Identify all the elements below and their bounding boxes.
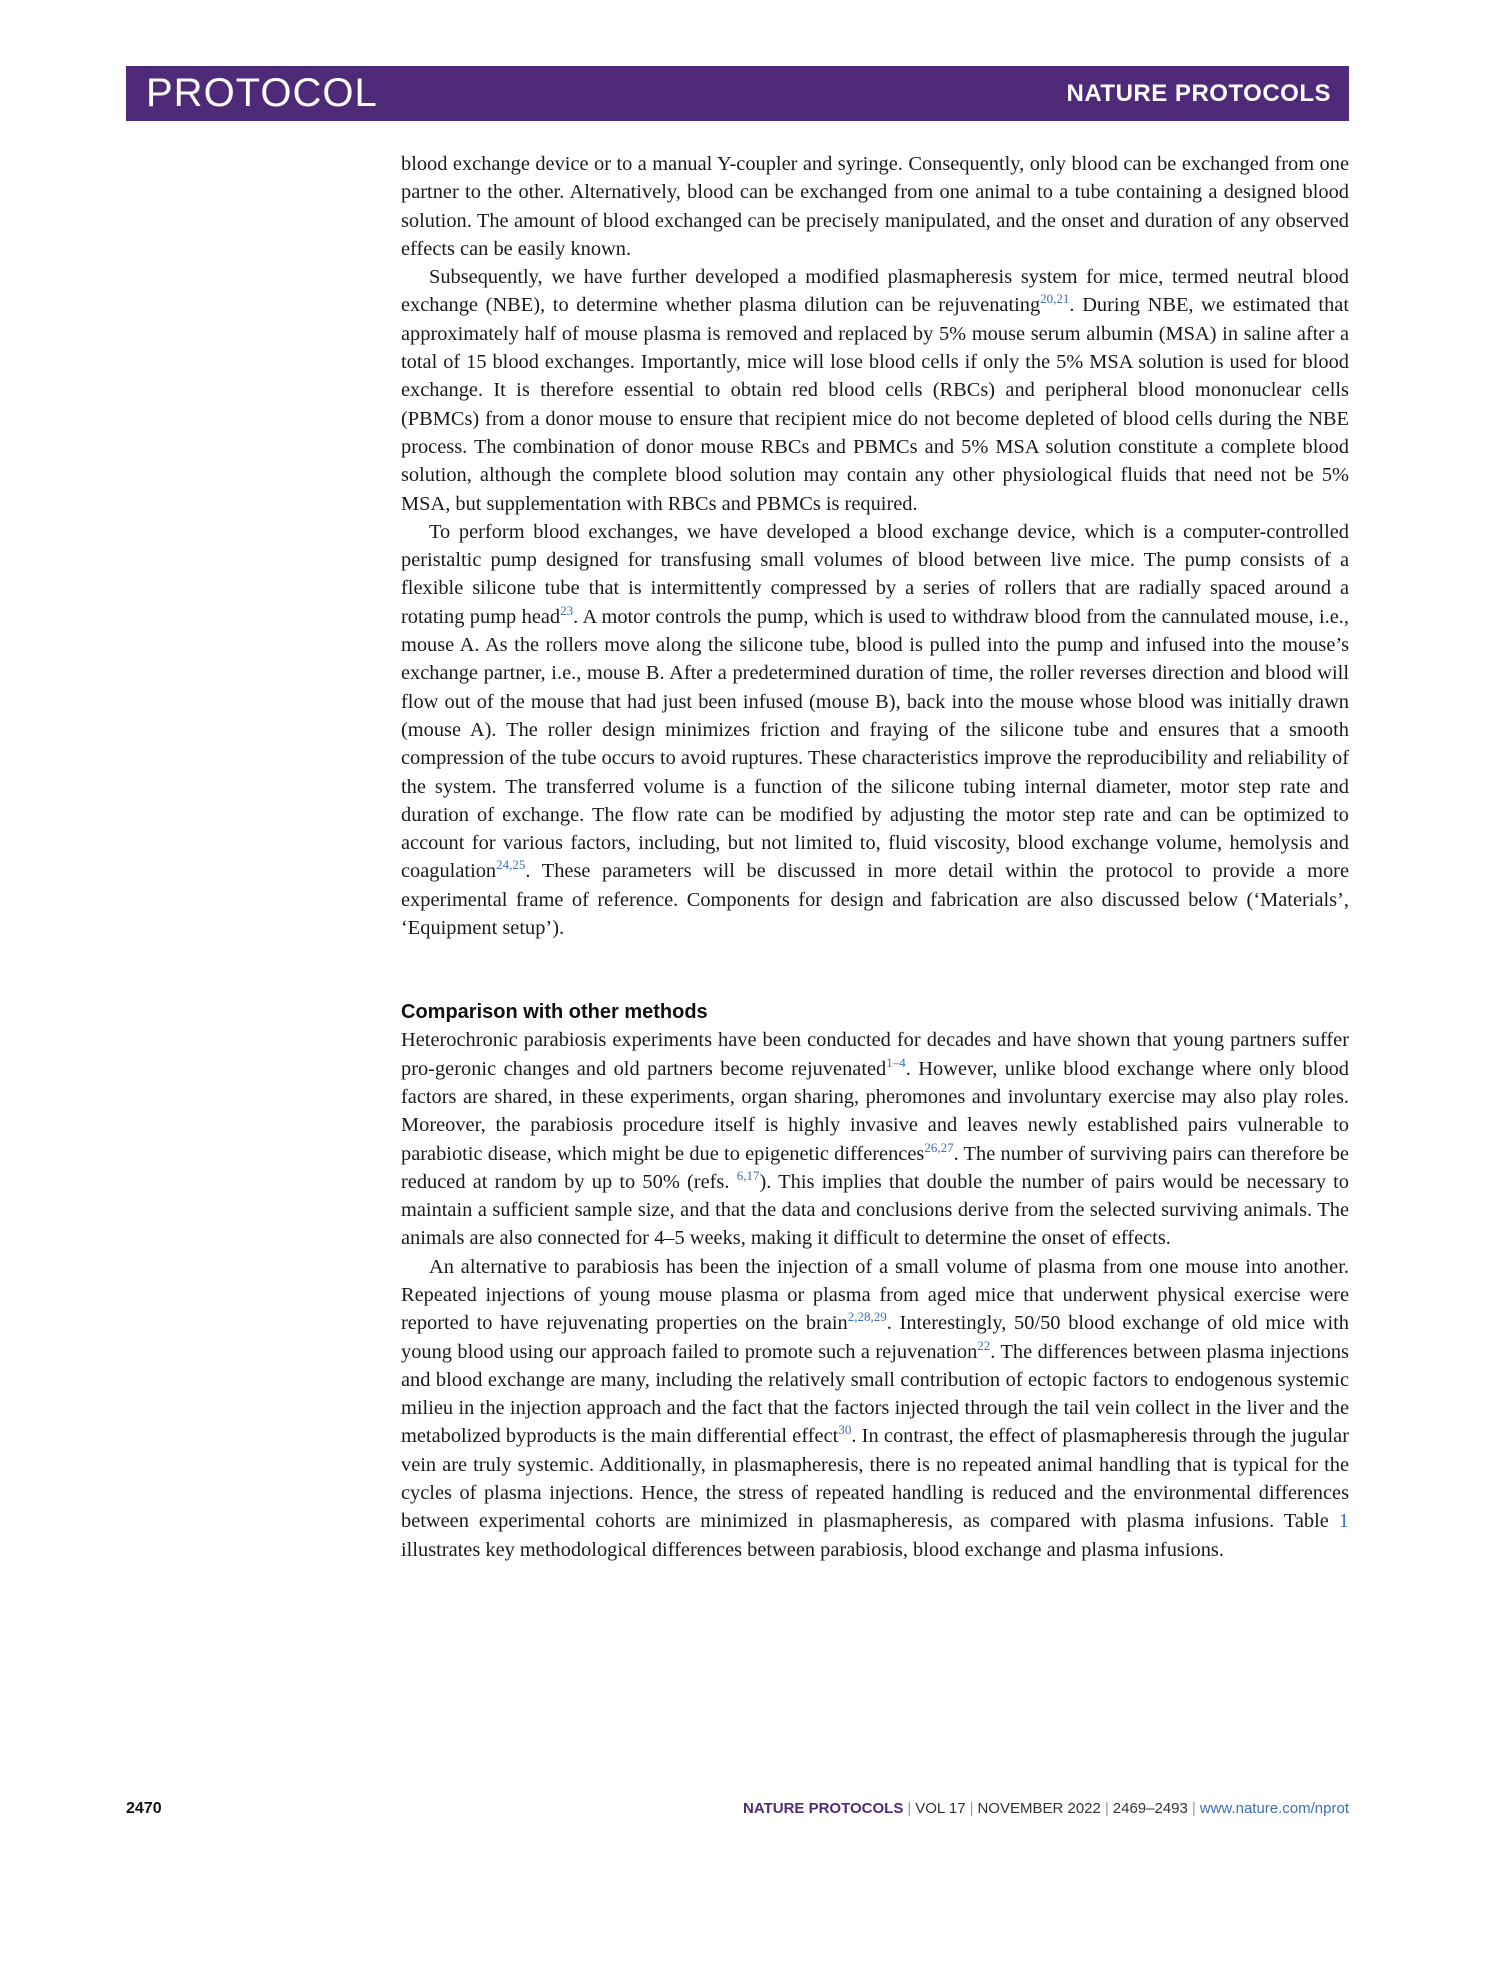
separator: | <box>1191 1800 1196 1817</box>
paragraph-3 <box>401 518 1349 942</box>
page-footer <box>126 1800 1349 1818</box>
paragraph-text: . In contrast, the effect of plasmapheresis through the jugular vein are truly systemic. Additionally, in plasmapheresis, there is no repeated animal handling that is typical for the cycles of plasma injections. Hence, the stress of repeated handling is reduced and the environmental differences between experimental cohorts are minimized in plasmapheresis, as compared with plasma infusions. Table <box>401 1425 1349 1533</box>
paragraph-1 <box>401 150 1349 263</box>
citation-link[interactable]: 22 <box>977 1337 991 1353</box>
paragraph-text: Heterochronic parabiosis experiments have been conducted for decades and have shown that young partners suffer pro-geronic changes and old partners become rejuvenated <box>401 1029 1349 1080</box>
section-heading: Comparison with other methods <box>401 1001 708 1024</box>
citation-link[interactable]: 30 <box>838 1422 852 1438</box>
paragraph-text: . However, unlike blood exchange where only blood factors are shared, in these experiments, organ sharing, pheromones and involuntary exercise may also play roles. Moreover, the parabiosis procedure itself is highly invasive and leaves newly established pairs vulnerable to parabiotic disease, which might be due to epigenetic differences <box>401 1057 1350 1165</box>
paragraph-text: . These parameters will be discussed in more detail within the protocol to provide a more experimental frame of reference. Components for design and fabrication are also discussed below (‘Materials’, ‘Equipment setup’). <box>401 860 1349 940</box>
footer-date: NOVEMBER 2022 <box>977 1800 1101 1817</box>
citation-link[interactable]: 1–4 <box>886 1054 906 1070</box>
section-label: PROTOCOL <box>146 71 378 115</box>
paragraph-text: . The differences between plasma injections and blood exchange are many, including the relatively small contribution of ectopic factors to endogenous systemic milieu in the injection approach and the fact that the factors injected through the tail vein collect in the liver and the metabolized byproducts is the main differential effect <box>401 1340 1349 1448</box>
journal-url-link[interactable]: www.nature.com/nprot <box>1199 1800 1349 1817</box>
paragraph-text: . A motor controls the pump, which is used to withdraw blood from the cannulated mouse, i.e., mouse A. As the rollers move along the silicone tube, blood is pulled into the pump and infused into the mouse’s exchange partner, i.e., mouse B. After a predetermined duration of time, the roller reverses direction and blood will flow out of the mouse that had just been infused (mouse B), back into the mouse whose blood was initially drawn (mouse A). The roller design minimizes friction and fraying of the silicone tube and ensures that a smooth compression of the tube occurs to avoid ruptures. These characteristics improve the reproducibility and reliability of the system. The transferred volume is a function of the silicone tubing internal diameter, motor step rate and duration of exchange. The flow rate can be modified by adjusting the motor step rate and can be optimized to account for various factors, including, but not limited to, fluid viscosity, blood exchange volume, hemolysis and coagulation <box>401 605 1349 883</box>
paragraph-text: illustrates key methodological differences between parabiosis, blood exchange and plasma infusions. <box>401 1538 1224 1561</box>
paragraph-text: Subsequently, we have further developed a modified plasmapheresis system for mice, termed neutral blood exchange (NBE), to determine whether plasma dilution can be rejuvenating <box>401 266 1349 317</box>
paragraph-text: ). This implies that double the number of pairs would be necessary to maintain a sufficient sample size, and that the data and conclusions derive from the selected surviving animals. The animals are also connected for 4–5 weeks, making it difficult to determine the onset of effects. <box>401 1170 1349 1250</box>
citation-link[interactable]: 26,27 <box>924 1139 954 1155</box>
header-bar <box>126 66 1349 121</box>
paragraph-text: blood exchange device or to a manual Y-coupler and syringe. Consequently, only blood can be exchanged from one partner to the other. Alternatively, blood can be exchanged from one animal to a tube containing a designed blood solution. The amount of blood exchanged can be precisely manipulated, and the onset and duration of any observed effects can be easily known. <box>401 153 1349 260</box>
journal-name: NATURE PROTOCOLS <box>1066 79 1331 107</box>
paragraph-text: An alternative to parabiosis has been the injection of a small volume of plasma from one mouse into another. Repeated injections of young mouse plasma or plasma from aged mice that underwent physical exercise were reported to have rejuvenating properties on the brain <box>401 1255 1349 1335</box>
footer-journal-name: NATURE PROTOCOLS <box>743 1800 904 1817</box>
citation-link[interactable]: 23 <box>560 602 574 618</box>
paragraph-text: . Interestingly, 50/50 blood exchange of old mice with young blood using our approach failed to promote such a rejuvenation <box>401 1312 1349 1363</box>
separator: | <box>969 1800 974 1817</box>
separator: | <box>1104 1800 1109 1817</box>
citation-link[interactable]: 2,28,29 <box>847 1309 887 1325</box>
paragraph-5 <box>401 1253 1349 1564</box>
paragraph-2 <box>401 263 1349 518</box>
citation-link[interactable]: 20,21 <box>1040 291 1070 307</box>
footer-pages: 2469–2493 <box>1112 1800 1188 1817</box>
paragraph-4 <box>401 1026 1349 1252</box>
separator: | <box>907 1800 912 1817</box>
citation-link[interactable]: 24,25 <box>496 857 526 873</box>
citation-link[interactable]: 6,17 <box>736 1168 760 1183</box>
article-body <box>401 150 1349 1564</box>
footer-volume: VOL 17 <box>915 1800 966 1817</box>
table-link[interactable]: 1 <box>1338 1510 1349 1533</box>
paragraph-text: To perform blood exchanges, we have developed a blood exchange device, which is a computer-controlled peristaltic pump designed for transfusing small volumes of blood between live mice. The pump consists of a flexible silicone tube that is intermittently compressed by a series of rollers that are radially spaced around a rotating pump head <box>401 520 1349 628</box>
page-number: 2470 <box>126 1800 162 1817</box>
paragraph-text: . The number of surviving pairs can therefore be reduced at random by up to 50% (refs. <box>401 1142 1349 1193</box>
journal-citation <box>743 1800 1349 1817</box>
paragraph-text: . During NBE, we estimated that approximately half of mouse plasma is removed and replaced by 5% mouse serum albumin (MSA) in saline after a total of 15 blood exchanges. Importantly, mice will lose blood cells if only the 5% MSA solution is used for blood exchange. It is therefore essential to obtain red blood cells (RBCs) and peripheral blood mononuclear cells (PBMCs) from a donor mouse to ensure that recipient mice do not become depleted of blood cells during the NBE process. The combination of donor mouse RBCs and PBMCs and 5% MSA solution constitute a complete blood solution, although the complete blood solution may contain any other physiological fluids that need not be 5% MSA, but supplementation with RBCs and PBMCs is required. <box>401 294 1349 515</box>
